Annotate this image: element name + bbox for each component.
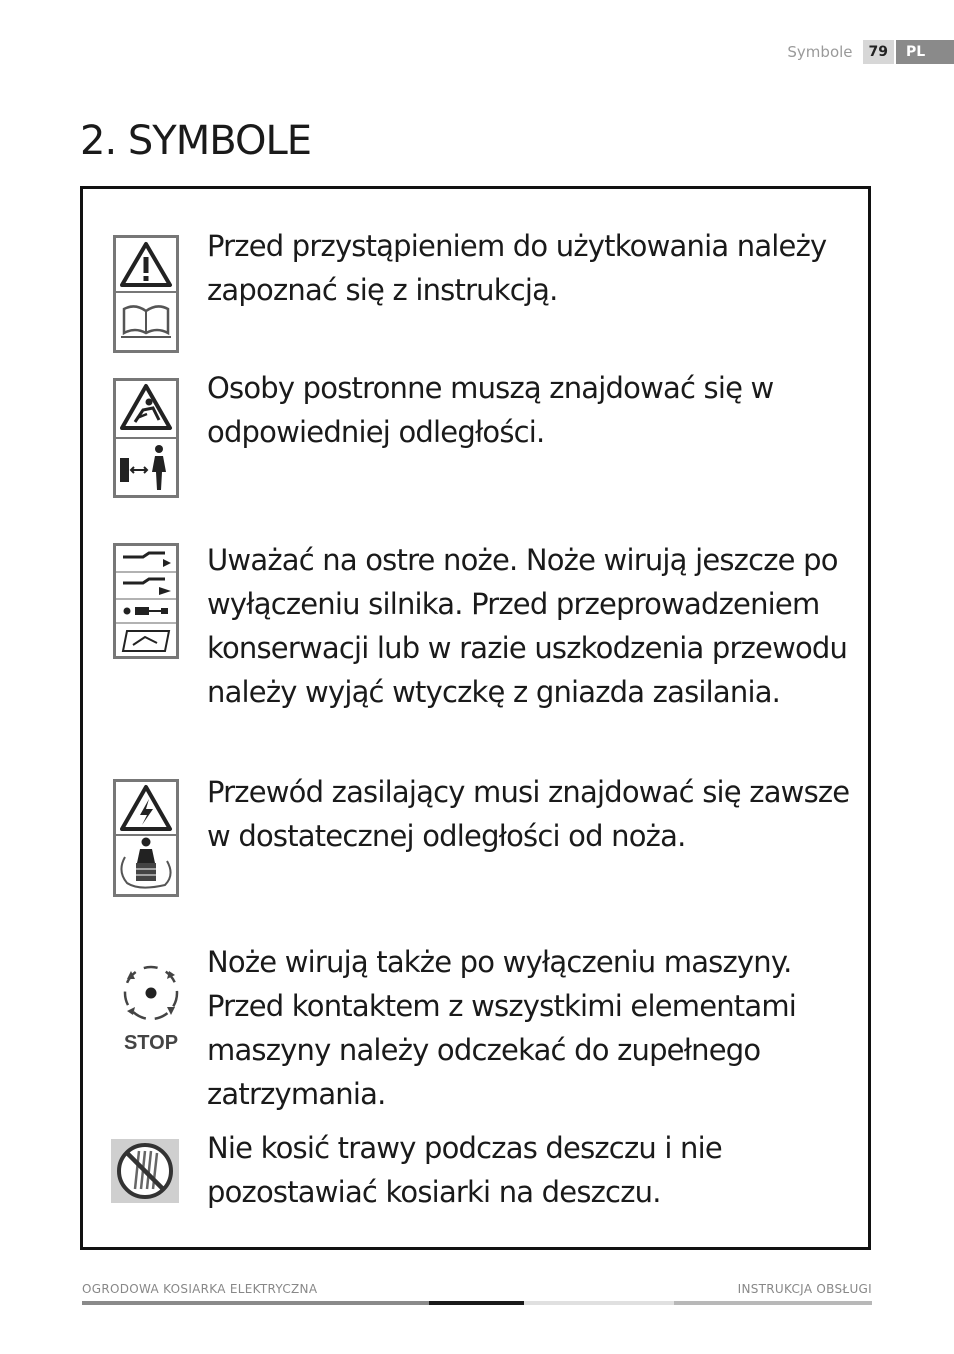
symbol-description: Noże wirują także po wyłączeniu maszyny. Przed kontaktem z wszystkimi elementami maszyny należy odczekać do zupełnego zatrzymania.	[207, 945, 797, 1111]
no-mowing-in-rain-icon	[111, 1139, 179, 1207]
header-page-number: 79	[863, 40, 894, 64]
symbols-box	[80, 186, 871, 1250]
page-header	[787, 40, 954, 64]
page-title: 2. SYMBOLE	[80, 118, 311, 164]
header-section-name: Symbole	[787, 43, 853, 61]
symbol-description: Przed przystąpieniem do użytkowania należy zapoznać się z instrukcją.	[207, 229, 827, 307]
rotating-blade-stop-icon	[113, 959, 189, 1057]
warning-read-manual-icon	[113, 235, 179, 357]
header-language-tab: PL	[896, 40, 954, 64]
symbol-description: Uważać na ostre noże. Noże wirują jeszcze po wyłączeniu silnika. Przed przeprowadzeniem konserwacji lub w razie uszkodzenia przewodu należy wyjąć wtyczkę z gniazda zasilania.	[207, 543, 848, 709]
electric-cable-hazard-icon	[113, 779, 179, 901]
footer-bar-segment	[674, 1301, 872, 1305]
symbol-description: Nie kosić trawy podczas deszczu i nie pozostawiać kosiarki na deszczu.	[207, 1131, 722, 1209]
footer-product-name: OGRODOWA KOSIARKA ELEKTRYCZNA	[82, 1282, 318, 1296]
sharp-blades-unplug-icon	[113, 543, 179, 663]
symbol-description: Osoby postronne muszą znajdować się w odpowiedniej odległości.	[207, 371, 774, 449]
stop-label: STOP	[123, 1032, 179, 1053]
footer-document-type: INSTRUKCJA OBSŁUGI	[737, 1282, 872, 1296]
footer-bar-segment	[524, 1301, 674, 1305]
symbol-description: Przewód zasilający musi znajdować się zawsze w dostatecznej odległości od noża.	[207, 775, 850, 853]
footer-bar-segment	[82, 1301, 429, 1305]
keep-bystanders-away-icon	[113, 378, 179, 502]
footer-bar-segment	[429, 1301, 524, 1305]
